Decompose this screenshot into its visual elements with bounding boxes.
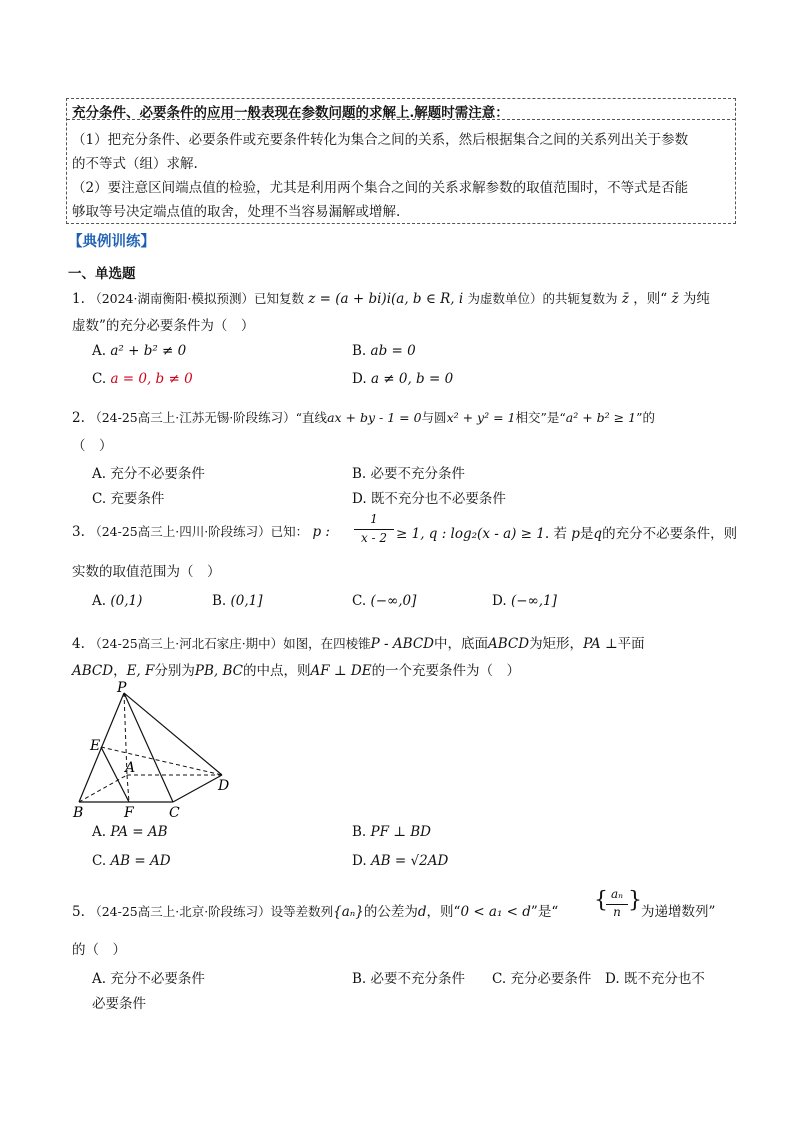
section-title: 【典例训练】 — [68, 233, 155, 250]
q4-option-a[interactable]: A. PA = AB — [92, 824, 168, 840]
q4-option-c[interactable]: C. AB = AD — [92, 853, 171, 869]
edge-pd — [124, 693, 222, 775]
q1-line1 — [72, 287, 710, 307]
label-b: B — [73, 805, 84, 820]
q4-option-d[interactable]: D. AB = √2AD — [352, 853, 449, 869]
segment-ed — [101, 747, 222, 775]
label-d: D — [218, 778, 230, 794]
q3-frac-num: 1 — [370, 512, 378, 526]
q3-option-b[interactable]: B. (0,1] — [212, 593, 263, 609]
label-e: E — [90, 738, 101, 754]
q2-option-b[interactable]: B. 必要不充分条件 — [352, 466, 466, 482]
edge-pc — [124, 693, 173, 802]
q5-brace-left: { — [594, 888, 608, 913]
label-f: F — [124, 805, 134, 820]
q1-tail2: ，则“ — [633, 291, 668, 307]
label-p: P — [117, 680, 127, 696]
q5-line1-tail: 为递增数列” — [641, 904, 716, 920]
q3-line1-rest: ≥ 1, q : log₂(x - a) ≥ 1. 若 p是q的充分不必要条件，则 — [396, 526, 738, 542]
tip-item1-line2: 的不等式（组）求解. — [72, 156, 198, 172]
tip-title: 充分条件、必要条件的应用一般表现在参数问题的求解上.解题时需注意： — [72, 105, 509, 121]
q4-line1: 4. （24-25高三上·河北石家庄·期中）如图，在四棱锥P - ABCD中，底面ABCD为矩形，PA ⊥平面 — [72, 636, 645, 652]
q1-tail3: 为纯 — [682, 291, 710, 307]
q3-option-d[interactable]: D. (−∞,1] — [492, 593, 557, 609]
q3-option-c[interactable]: C. (−∞,0] — [352, 593, 417, 609]
q1-zbar2: z̄ — [671, 291, 679, 307]
q5-brace-right: } — [628, 888, 642, 913]
q2-option-d[interactable]: D. 既不充分也不必要条件 — [352, 491, 506, 507]
q3-frac-den: x - 2 — [360, 531, 388, 545]
pyramid-figure — [70, 680, 240, 820]
q3-option-a[interactable]: A. (0,1) — [92, 593, 143, 609]
q4-option-b[interactable]: B. PF ⊥ BD — [352, 824, 431, 840]
q1-expr: z = (a + bi)i(a, b ∈ R, i — [308, 291, 464, 307]
q1-option-c[interactable]: C. a = 0, b ≠ 0 — [92, 371, 193, 387]
q5-option-d[interactable]: D. 既不充分也不 — [605, 971, 705, 987]
q2-line1: 2. （24-25高三上·江苏无锡·阶段练习）“直线ax + by - 1 = 0与圆x² + y² = 1相交”是“a² + b² ≥ 1”的 — [72, 410, 655, 426]
q5-line2: 的（ ） — [72, 942, 126, 958]
q1-tail: 为虚数单位）的共轭复数为 — [467, 291, 618, 306]
edge-cd — [173, 775, 222, 802]
q5-option-b[interactable]: B. 必要不充分条件 — [352, 971, 466, 987]
q1-option-b[interactable]: B. ab = 0 — [352, 343, 416, 359]
tip-item1-line1: （1）把充分条件、必要条件或充要条件转化为集合之间的关系，然后根据集合之间的关系列出关于参数 — [72, 132, 689, 148]
q5-line1: 5. （24-25高三上·北京·阶段练习）设等差数列{aₙ}的公差为d，则“0 < a₁ < d”是“ — [72, 904, 559, 920]
q4-line2: ABCD，E, F分别为PB, BC的中点，则AF ⊥ DE的一个充要条件为（ ） — [72, 663, 521, 679]
q2-option-a[interactable]: A. 充分不必要条件 — [92, 466, 205, 482]
q1-number: 1. — [72, 291, 85, 307]
q5-option-d-wrap: 必要条件 — [92, 996, 146, 1012]
q5-option-a[interactable]: A. 充分不必要条件 — [92, 971, 205, 987]
tip-item2-line1: （2）要注意区间端点值的检验，尤其是利用两个集合之间的关系求解参数的取值范围时，不等式是否能 — [72, 180, 689, 196]
q1-source: （2024·湖南衡阳·模拟预测）已知复数 — [89, 291, 304, 306]
q3-frac-bar — [354, 529, 394, 530]
q2-option-c[interactable]: C. 充要条件 — [92, 491, 165, 507]
q1-option-a[interactable]: A. a² + b² ≠ 0 — [92, 343, 187, 359]
label-c: C — [169, 805, 180, 820]
q1-option-d[interactable]: D. a ≠ 0, b = 0 — [352, 371, 454, 387]
q5-frac-den: n — [613, 905, 621, 919]
q5-frac-num: aₙ — [610, 887, 624, 901]
q3-line2: 实数的取值范围为（ ） — [72, 564, 221, 580]
q1-zbar: z̄ — [621, 291, 629, 307]
tip-item2-line2: 够取等号决定端点值的取舍，处理不当容易漏解或增解. — [72, 204, 401, 220]
q3-line1: 3. （24-25高三上·四川·阶段练习）已知： p : — [72, 524, 330, 540]
part-title: 一、单选题 — [68, 266, 136, 282]
q5-option-c[interactable]: C. 充分必要条件 — [492, 971, 592, 987]
q1-line2: 虚数”的充分必要条件为（ ） — [72, 318, 255, 334]
edge-ba — [79, 775, 127, 802]
label-a: A — [125, 760, 136, 776]
q2-line2: （ ） — [72, 438, 113, 454]
